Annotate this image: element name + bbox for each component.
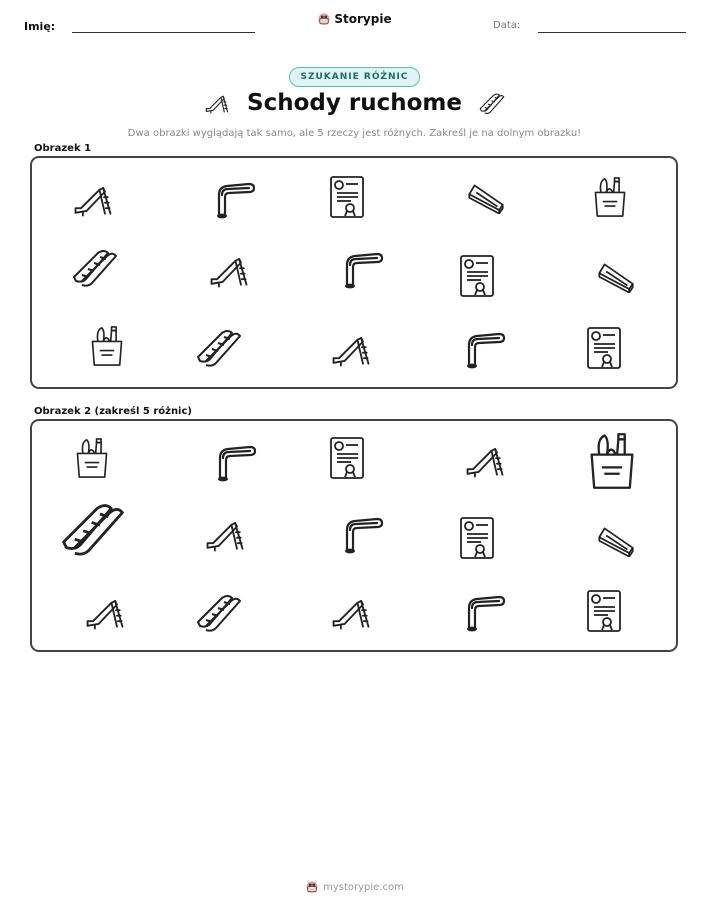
certificate-icon <box>584 325 624 371</box>
bike-rack-icon <box>208 441 258 483</box>
name-input-line[interactable] <box>72 32 255 33</box>
bike-rack-icon <box>335 513 385 555</box>
category-badge: SZUKANIE RÓŻNIC <box>289 67 419 87</box>
picture-1-panel <box>30 156 678 389</box>
slide-icon <box>203 91 231 115</box>
grocery-bag-icon <box>72 435 112 481</box>
footer-url[interactable]: mystorypie.com <box>323 881 404 893</box>
page-title: Schody ruchome <box>247 90 462 116</box>
brand-name: Storypie <box>334 12 392 26</box>
picture-2-panel <box>30 419 678 652</box>
grocery-bag-icon <box>590 174 630 220</box>
slide-icon <box>202 515 248 553</box>
picture-1-label: Obrazek 1 <box>34 143 92 154</box>
name-label: Imię: <box>24 20 56 33</box>
slide-icon <box>82 593 128 631</box>
storypie-logo-icon <box>305 880 319 894</box>
slide-icon <box>328 330 374 368</box>
grocery-bag-icon <box>584 429 640 493</box>
slide-icon <box>70 180 116 218</box>
date-label: Data: <box>493 20 521 31</box>
escalator-icon <box>194 326 244 368</box>
date-input-line[interactable] <box>538 32 686 33</box>
slide-icon <box>462 441 508 479</box>
brand-logo <box>0 12 709 26</box>
bike-rack-icon <box>457 328 507 370</box>
escalator-icon <box>70 246 120 288</box>
certificate-icon <box>327 435 367 481</box>
bike-rack-icon <box>335 248 385 290</box>
ramp-icon <box>594 521 638 557</box>
bike-rack-icon <box>457 591 507 633</box>
certificate-icon <box>327 174 367 220</box>
escalator-icon <box>478 91 506 115</box>
picture-2-label: Obrazek 2 (zakreśl 5 różnic) <box>34 406 192 417</box>
slide-icon <box>206 251 252 289</box>
certificate-icon <box>457 515 497 561</box>
ramp-icon <box>594 257 638 293</box>
ramp-icon <box>464 178 508 214</box>
slide-icon <box>328 593 374 631</box>
escalator-icon <box>58 499 128 557</box>
certificate-icon <box>457 253 497 299</box>
grocery-bag-icon <box>87 323 127 369</box>
instructions: Dwa obrazki wyglądają tak samo, ale 5 rzeczy jest różnych. Zakreśl je na dolnym obrazku! <box>127 128 582 139</box>
escalator-icon <box>194 591 244 633</box>
certificate-icon <box>584 588 624 634</box>
storypie-logo-icon <box>317 12 331 26</box>
bike-rack-icon <box>207 178 257 220</box>
footer <box>0 880 709 894</box>
